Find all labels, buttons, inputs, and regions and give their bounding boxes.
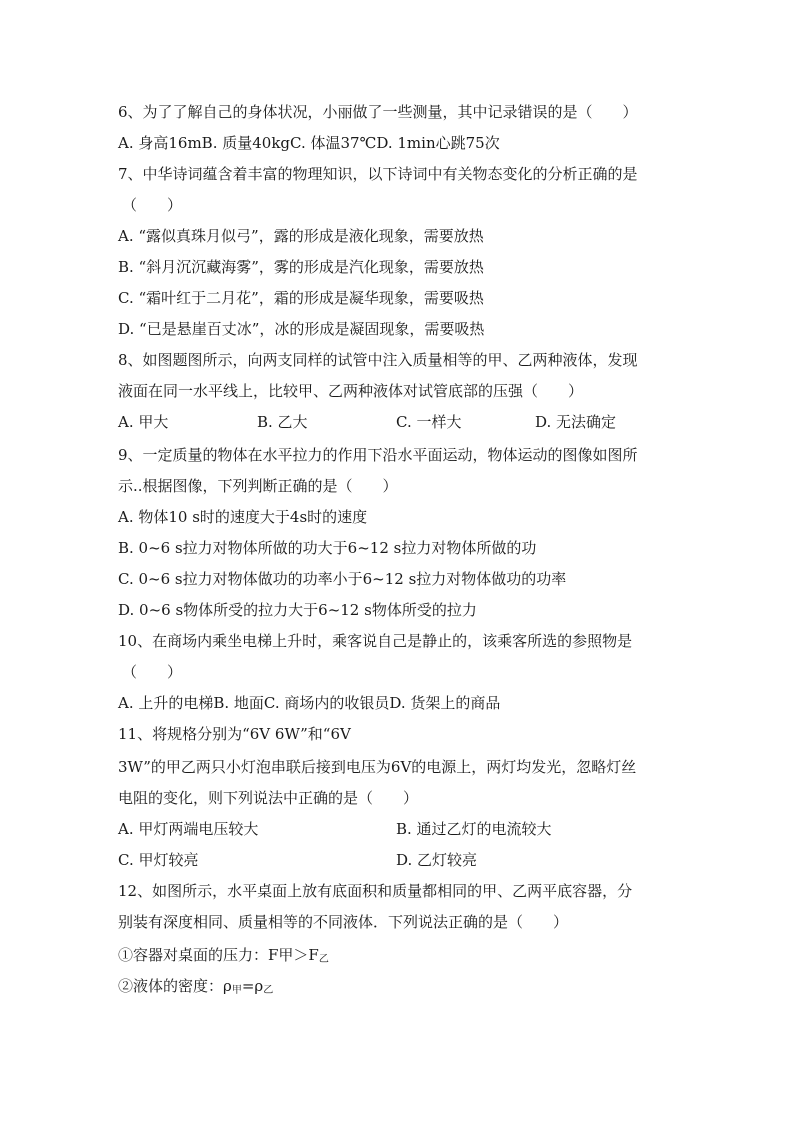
q6-options: A. 身高16mB. 质量40kgC. 体温37℃D. 1min心跳75次 (118, 134, 500, 152)
q7-option-b: B. “斜月沉沉藏海雾”，雾的形成是汽化现象，需要放热 (118, 258, 484, 276)
q12-item-1 (118, 945, 329, 970)
q12-stem-line-2: 别装有深度相同、质量相等的不同液体．下列说法正确的是（ ） (118, 913, 569, 931)
q12-item-1-text: ①容器对桌面的压力：F甲＞F (118, 946, 319, 964)
q7-option-a: A. “露似真珠月似弓”，露的形成是液化现象，需要放热 (118, 227, 484, 245)
q11-stem-line-3: 电阻的变化，则下列说法中正确的是（ ） (118, 789, 419, 807)
q8-option-a: A. 甲大 (118, 413, 169, 431)
q9-stem-line-2: 示..根据图像，下列判断正确的是（ ） (118, 477, 398, 495)
q11-stem-line-2: 3W”的甲乙两只小灯泡串联后接到电压为6V的电源上，两灯均发光，忽略灯丝 (118, 758, 637, 776)
q8-option-d: D. 无法确定 (535, 413, 617, 431)
q9-option-c: C. 0~6 s拉力对物体做功的功率小于6~12 s拉力对物体做功的功率 (118, 570, 567, 588)
q8-option-c: C. 一样大 (396, 413, 462, 431)
q6-stem: 6、为了了解自己的身体状况，小丽做了一些测量，其中记录错误的是（ ） (118, 103, 638, 121)
q11-option-d: D. 乙灯较亮 (396, 851, 478, 869)
q7-stem-line-2: （ ） (122, 196, 183, 214)
q12-item-1-subscript: 乙 (318, 954, 329, 965)
q12-stem-line-1: 12、如图所示，水平桌面上放有底面积和质量都相同的甲、乙两平底容器，分 (118, 882, 633, 900)
q11-options-row-1 (118, 819, 678, 839)
q9-option-a: A. 物体10 s时的速度大于4s时的速度 (118, 508, 368, 526)
q12-item-2-subscript-1: 甲 (231, 985, 242, 996)
q10-options: A. 上升的电梯B. 地面C. 商场内的收银员D. 货架上的商品 (118, 694, 501, 712)
q9-stem-line-1: 9、一定质量的物体在水平拉力的作用下沿水平面运动，物体运动的图像如图所 (118, 446, 638, 464)
q11-option-c: C. 甲灯较亮 (118, 851, 199, 869)
q11-option-b: B. 通过乙灯的电流较大 (396, 820, 552, 838)
q8-stem-line-2: 液面在同一水平线上，比较甲、乙两种液体对试管底部的压强（ ） (118, 382, 584, 400)
q12-item-2-subscript-2: 乙 (263, 985, 274, 996)
q10-stem-line-1: 10、在商场内乘坐电梯上升时，乘客说自己是静止的，该乘客所选的参照物是 (118, 632, 633, 650)
q10-stem-line-2: （ ） (122, 663, 183, 681)
q11-stem-line-1: 11、将规格分别为“6V 6W”和“6V (118, 725, 351, 743)
q11-option-a: A. 甲灯两端电压较大 (118, 820, 259, 838)
q7-stem-line-1: 7、中华诗词蕴含着丰富的物理知识，以下诗词中有关物态变化的分析正确的是 (118, 165, 638, 183)
q12-item-2 (118, 976, 273, 1001)
q9-option-b: B. 0~6 s拉力对物体所做的功大于6~12 s拉力对物体所做的功 (118, 539, 537, 557)
q9-option-d: D. 0~6 s物体所受的拉力大于6~12 s物体所受的拉力 (118, 601, 477, 619)
q8-options-row (118, 412, 678, 432)
q12-item-2-equals: =ρ (241, 977, 264, 995)
q8-option-b: B. 乙大 (257, 413, 308, 431)
q12-item-2-text: ②液体的密度：ρ (118, 977, 232, 995)
q8-stem-line-1: 8、如图题图所示，向两支同样的试管中注入质量相等的甲、乙两种液体，发现 (118, 351, 638, 369)
q7-option-c: C. “霜叶红于二月花”，霜的形成是凝华现象，需要吸热 (118, 289, 484, 307)
q11-options-row-2 (118, 850, 678, 870)
q7-option-d: D. “已是悬崖百丈冰”，冰的形成是凝固现象，需要吸热 (118, 320, 485, 338)
